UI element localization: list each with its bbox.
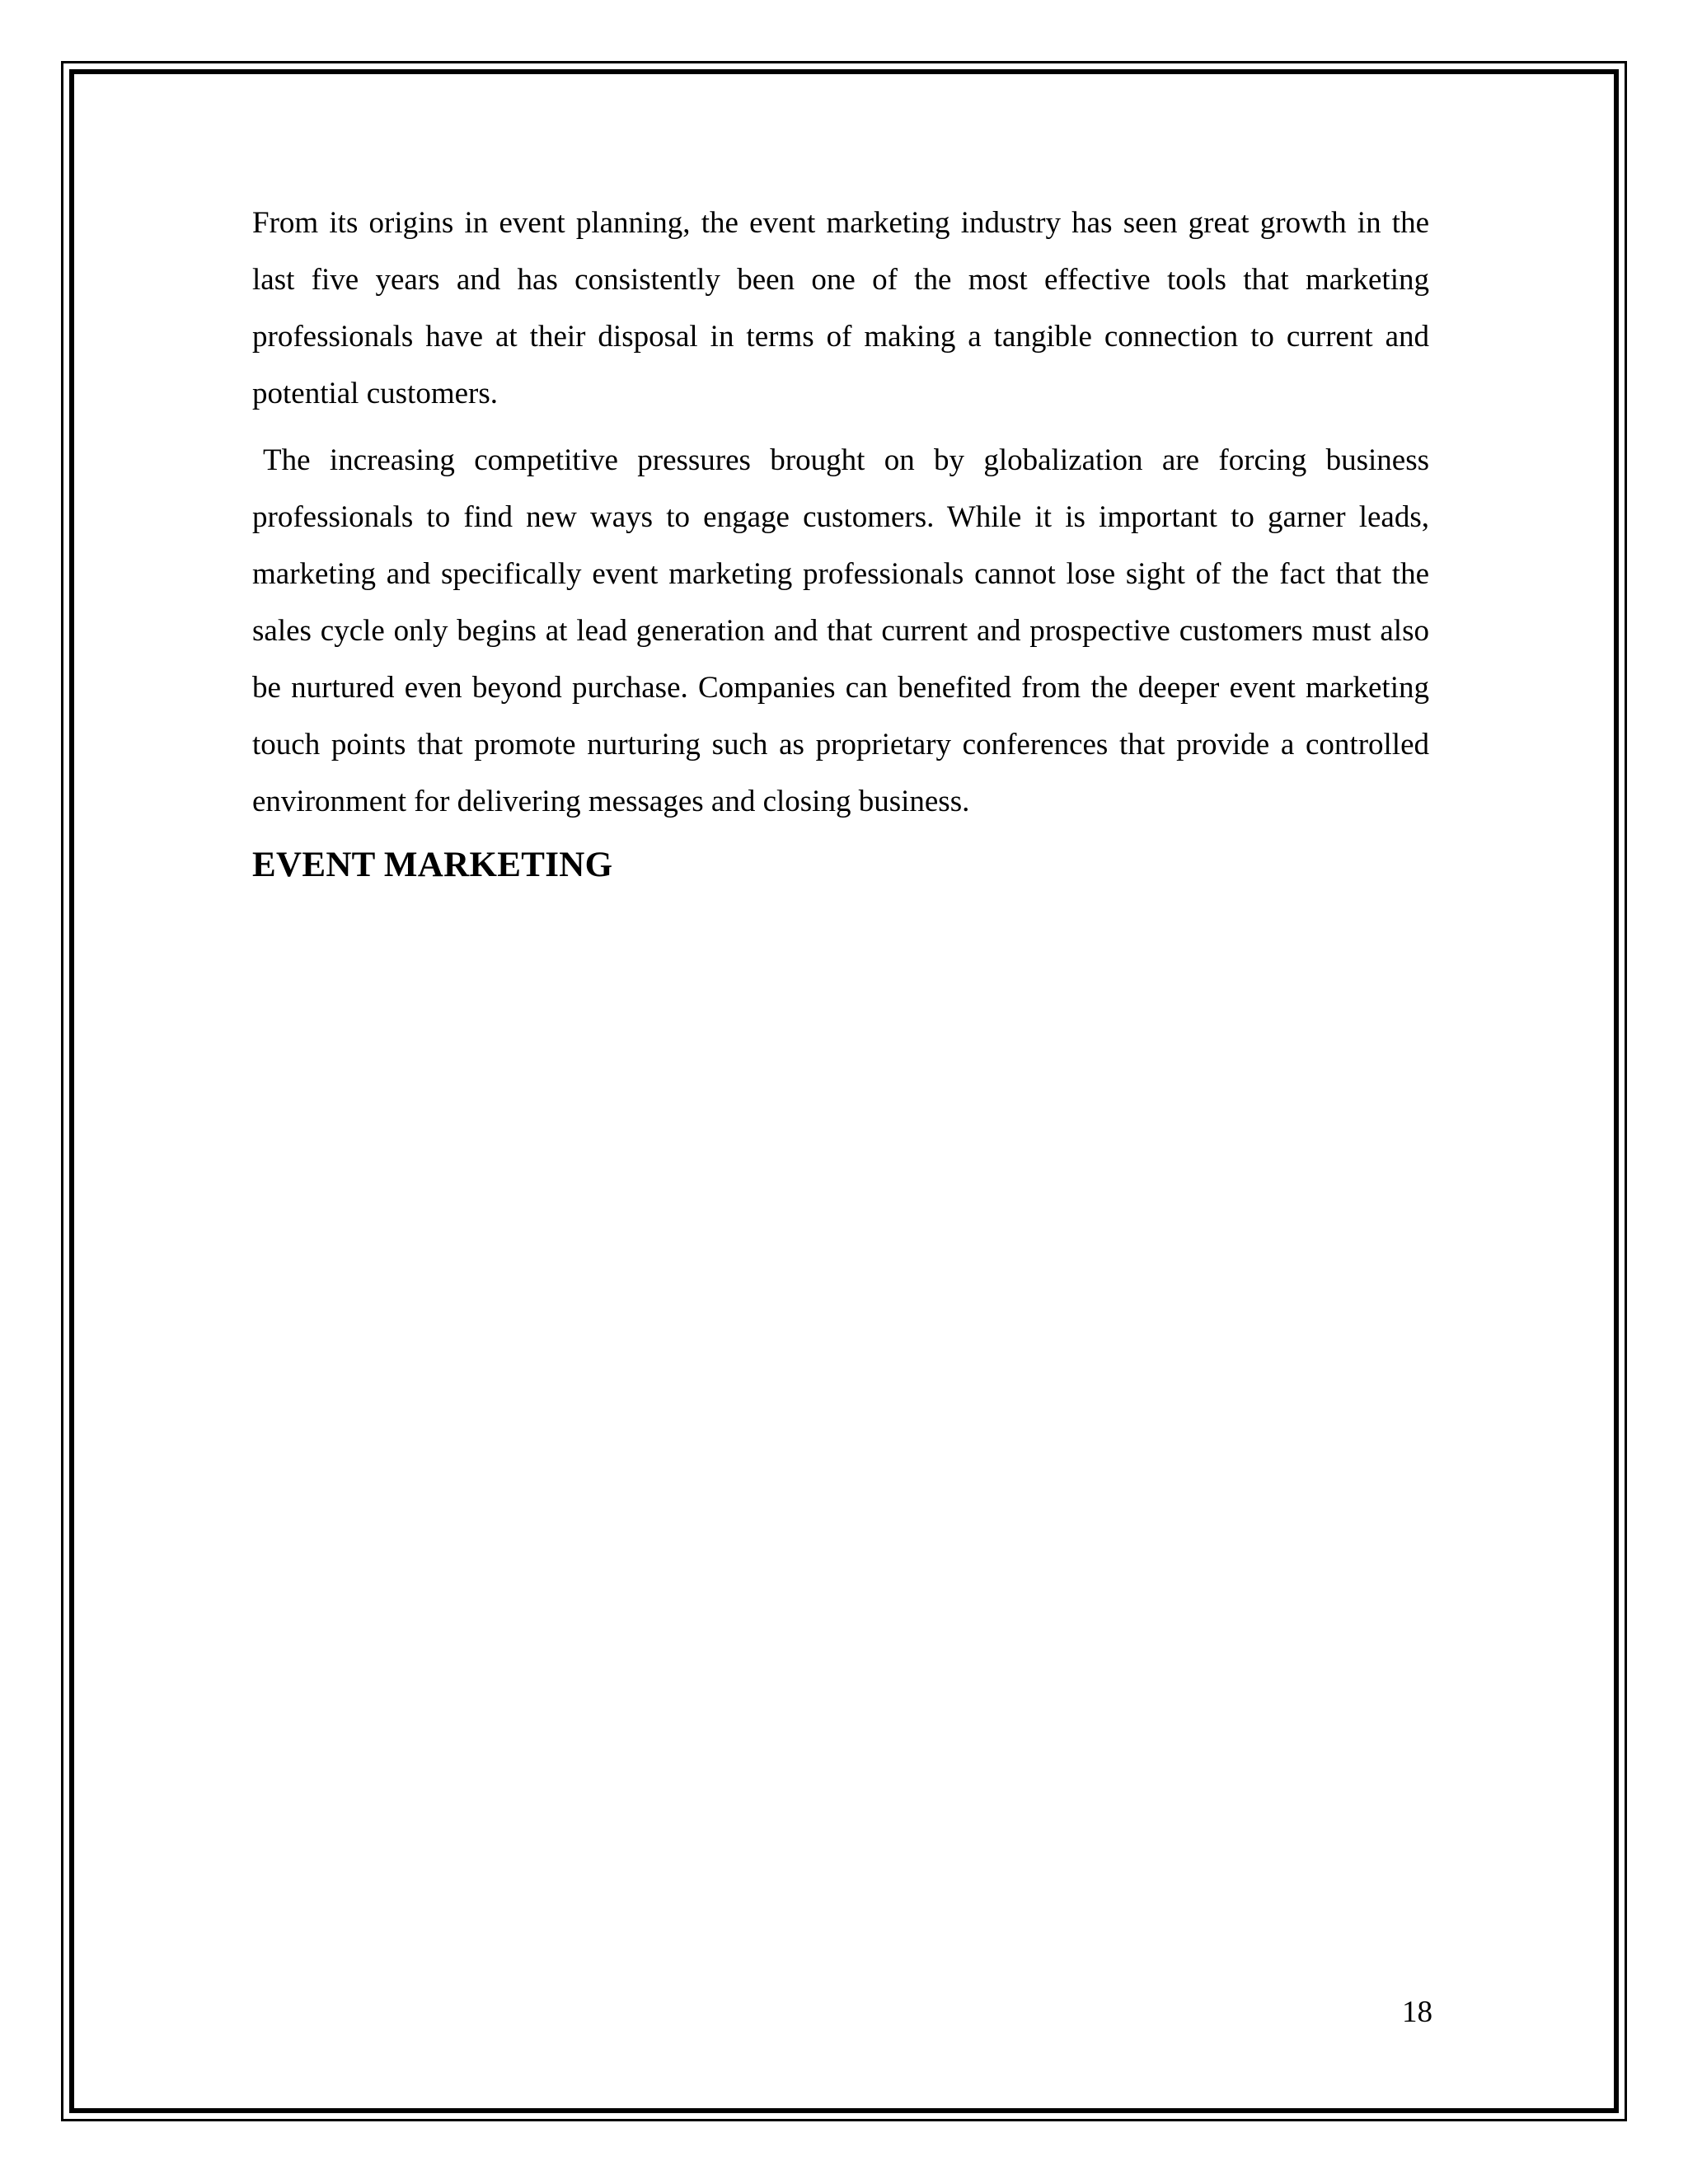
- page-body: [252, 194, 1429, 894]
- paragraph-event-marketing-growth: From its origins in event planning, the event marketing industry has seen great growth in the last five years and has consistently been one of the most effective tools that marketing professionals have at their disposal in terms of making a tangible connection to current and potential customers.: [252, 206, 1429, 410]
- page-number: 18: [1402, 1995, 1432, 2029]
- paragraph-competitive-pressures: The increasing competitive pressures brought on by globalization are forcing business professionals to find new ways to engage customers. While it is important to garner leads, marketing and specifically event marketing professionals cannot lose sight of the fact that the sales cycle only begins at lead generation and that current and prospective customers must also be nurtured even beyond purchase. Companies can benefited from the deeper event marketing touch points that promote nurturing such as proprietary conferences that provide a controlled environment for delivering messages and closing business.: [252, 443, 1429, 818]
- section-heading: EVENT MARKETING: [252, 846, 613, 884]
